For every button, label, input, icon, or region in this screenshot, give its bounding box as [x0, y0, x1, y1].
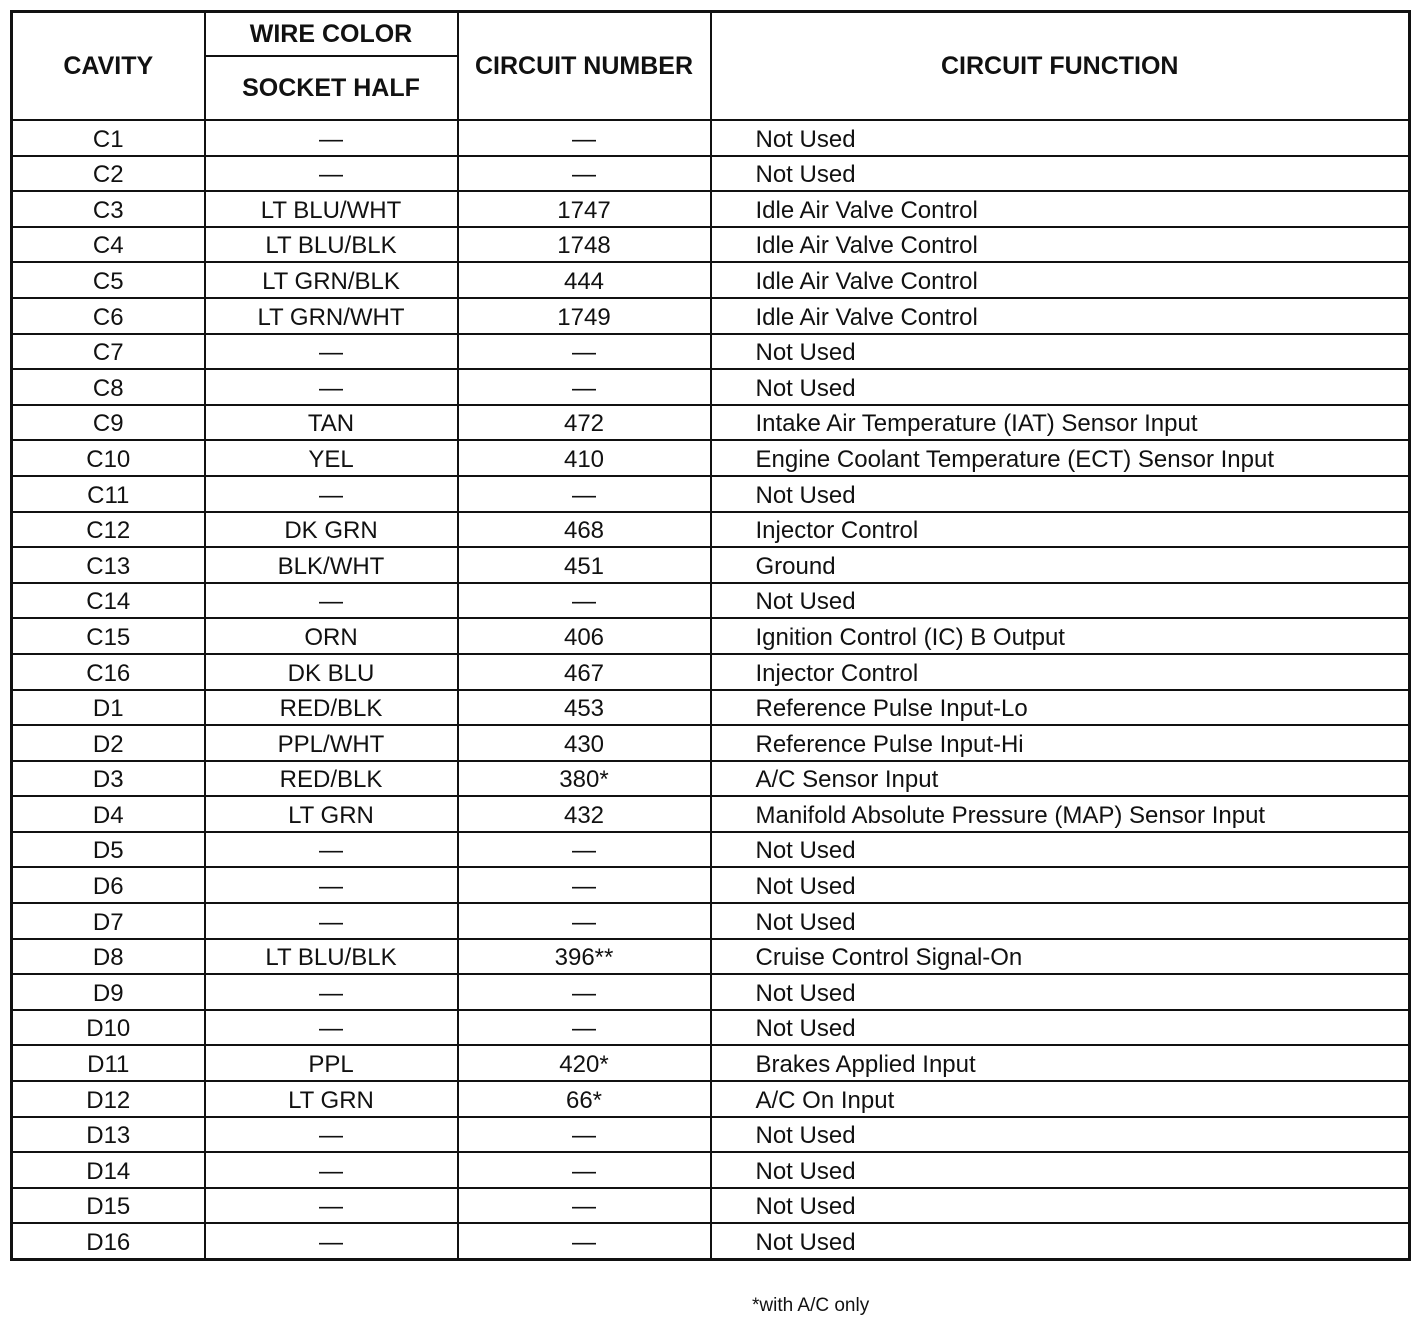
table-row [12, 405, 1410, 441]
wire-color-cell: LT GRN/BLK [205, 262, 458, 298]
circuit-number-cell: — [458, 1188, 711, 1224]
cavity-cell: D10 [12, 1010, 205, 1046]
table-row [12, 262, 1410, 298]
cavity-cell: D11 [12, 1045, 205, 1081]
circuit-function-cell: Reference Pulse Input-Hi [711, 725, 1410, 761]
table-row [12, 583, 1410, 619]
wire-color-cell: LT BLU/BLK [205, 939, 458, 975]
cavity-cell: C3 [12, 191, 205, 227]
wire-color-cell: — [205, 369, 458, 405]
table-row [12, 440, 1410, 476]
circuit-number-cell: — [458, 1223, 711, 1259]
table-row [12, 974, 1410, 1010]
circuit-number-cell: — [458, 1010, 711, 1046]
circuit-number-cell: 444 [458, 262, 711, 298]
table-row [12, 618, 1410, 654]
table-row [12, 1188, 1410, 1224]
circuit-function-cell: Not Used [711, 903, 1410, 939]
cavity-cell: D5 [12, 832, 205, 868]
circuit-number-cell: — [458, 974, 711, 1010]
cavity-cell: D9 [12, 974, 205, 1010]
wire-color-cell: LT BLU/WHT [205, 191, 458, 227]
wire-color-cell: ORN [205, 618, 458, 654]
table-row [12, 1010, 1410, 1046]
wire-color-cell: LT GRN [205, 796, 458, 832]
circuit-function-cell: Injector Control [711, 654, 1410, 690]
circuit-number-cell: 420* [458, 1045, 711, 1081]
circuit-number-cell: 410 [458, 440, 711, 476]
table-row [12, 156, 1410, 192]
table-row [12, 547, 1410, 583]
table-row [12, 369, 1410, 405]
circuit-function-cell: Brakes Applied Input [711, 1045, 1410, 1081]
circuit-function-cell: Engine Coolant Temperature (ECT) Sensor Input [711, 440, 1410, 476]
table-row [12, 725, 1410, 761]
wire-color-cell: RED/BLK [205, 761, 458, 797]
wire-color-cell: LT GRN [205, 1081, 458, 1117]
table-row [12, 512, 1410, 548]
cavity-cell: C1 [12, 120, 205, 156]
cavity-cell: C10 [12, 440, 205, 476]
table-row [12, 832, 1410, 868]
circuit-function-cell: Ground [711, 547, 1410, 583]
circuit-function-cell: Ignition Control (IC) B Output [711, 618, 1410, 654]
circuit-number-cell: 1748 [458, 227, 711, 263]
connector-pinout-table [10, 10, 1411, 1261]
cavity-cell: C8 [12, 369, 205, 405]
table-row [12, 1045, 1410, 1081]
circuit-function-cell: Not Used [711, 120, 1410, 156]
cavity-cell: D16 [12, 1223, 205, 1259]
cavity-cell: D4 [12, 796, 205, 832]
cavity-cell: C5 [12, 262, 205, 298]
wire-color-cell: — [205, 1188, 458, 1224]
circuit-number-cell: 451 [458, 547, 711, 583]
wire-color-cell: PPL/WHT [205, 725, 458, 761]
cavity-cell: D14 [12, 1152, 205, 1188]
circuit-function-cell: Cruise Control Signal-On [711, 939, 1410, 975]
table-row [12, 1223, 1410, 1259]
wire-color-cell: PPL [205, 1045, 458, 1081]
circuit-function-cell: Not Used [711, 476, 1410, 512]
table-row [12, 1117, 1410, 1153]
circuit-number-cell: 1747 [458, 191, 711, 227]
circuit-function-cell: Reference Pulse Input-Lo [711, 690, 1410, 726]
table-row [12, 1081, 1410, 1117]
circuit-number-cell: — [458, 583, 711, 619]
cavity-cell: D3 [12, 761, 205, 797]
circuit-function-cell: A/C Sensor Input [711, 761, 1410, 797]
circuit-function-cell: Idle Air Valve Control [711, 298, 1410, 334]
wire-color-cell: — [205, 120, 458, 156]
wire-color-cell: LT GRN/WHT [205, 298, 458, 334]
cavity-cell: C7 [12, 334, 205, 370]
wire-color-cell: DK GRN [205, 512, 458, 548]
wire-color-cell: DK BLU [205, 654, 458, 690]
circuit-number-cell: — [458, 476, 711, 512]
circuit-number-cell: 380* [458, 761, 711, 797]
circuit-function-cell: Idle Air Valve Control [711, 262, 1410, 298]
wire-color-cell: YEL [205, 440, 458, 476]
circuit-function-cell: Not Used [711, 1188, 1410, 1224]
wire-color-cell: — [205, 1223, 458, 1259]
circuit-number-cell: — [458, 120, 711, 156]
cavity-cell: D2 [12, 725, 205, 761]
circuit-function-cell: Not Used [711, 334, 1410, 370]
table-row [12, 939, 1410, 975]
circuit-function-cell: Not Used [711, 583, 1410, 619]
cavity-cell: C15 [12, 618, 205, 654]
table-row [12, 120, 1410, 156]
circuit-function-cell: Idle Air Valve Control [711, 227, 1410, 263]
cavity-cell: C6 [12, 298, 205, 334]
circuit-number-cell: 1749 [458, 298, 711, 334]
cavity-cell: D15 [12, 1188, 205, 1224]
circuit-function-cell: Not Used [711, 1223, 1410, 1259]
wire-color-cell: — [205, 974, 458, 1010]
circuit-number-cell: — [458, 903, 711, 939]
circuit-number-cell: 432 [458, 796, 711, 832]
wire-color-cell: — [205, 476, 458, 512]
cavity-cell: D12 [12, 1081, 205, 1117]
circuit-function-cell: Not Used [711, 369, 1410, 405]
wire-color-cell: RED/BLK [205, 690, 458, 726]
table-row [12, 690, 1410, 726]
cavity-cell: D13 [12, 1117, 205, 1153]
cavity-cell: D7 [12, 903, 205, 939]
table-row [12, 227, 1410, 263]
circuit-function-cell: Not Used [711, 156, 1410, 192]
circuit-number-cell: — [458, 867, 711, 903]
cavity-cell: D1 [12, 690, 205, 726]
header-wire-color: WIRE COLOR [205, 12, 458, 57]
cavity-cell: D6 [12, 867, 205, 903]
circuit-number-cell: 453 [458, 690, 711, 726]
circuit-function-cell: Not Used [711, 867, 1410, 903]
header-cavity: CAVITY [12, 12, 205, 121]
wire-color-cell: — [205, 1010, 458, 1046]
header-socket-half: SOCKET HALF [205, 56, 458, 120]
wire-color-cell: — [205, 1117, 458, 1153]
circuit-function-cell: Idle Air Valve Control [711, 191, 1410, 227]
cavity-cell: C2 [12, 156, 205, 192]
header-circuit-function: CIRCUIT FUNCTION [711, 12, 1410, 121]
wire-color-cell: — [205, 1152, 458, 1188]
circuit-function-cell: Not Used [711, 832, 1410, 868]
wire-color-cell: — [205, 583, 458, 619]
circuit-function-cell: Manifold Absolute Pressure (MAP) Sensor Input [711, 796, 1410, 832]
circuit-number-cell: 430 [458, 725, 711, 761]
circuit-function-cell: Intake Air Temperature (IAT) Sensor Input [711, 405, 1410, 441]
circuit-function-cell: Not Used [711, 1152, 1410, 1188]
table-row [12, 903, 1410, 939]
circuit-number-cell: — [458, 334, 711, 370]
circuit-number-cell: 472 [458, 405, 711, 441]
circuit-function-cell: Not Used [711, 974, 1410, 1010]
table-row [12, 476, 1410, 512]
circuit-function-cell: Not Used [711, 1117, 1410, 1153]
table-row [12, 761, 1410, 797]
table-row [12, 191, 1410, 227]
circuit-function-cell: Injector Control [711, 512, 1410, 548]
wire-color-cell: — [205, 867, 458, 903]
circuit-number-cell: — [458, 832, 711, 868]
wire-color-cell: BLK/WHT [205, 547, 458, 583]
cavity-cell: C13 [12, 547, 205, 583]
circuit-function-cell: A/C On Input [711, 1081, 1410, 1117]
wire-color-cell: — [205, 903, 458, 939]
cavity-cell: D8 [12, 939, 205, 975]
header-circuit-number: CIRCUIT NUMBER [458, 12, 711, 121]
circuit-number-cell: 468 [458, 512, 711, 548]
table-header [12, 12, 1410, 121]
cavity-cell: C11 [12, 476, 205, 512]
cavity-cell: C12 [12, 512, 205, 548]
table-row [12, 1152, 1410, 1188]
wire-color-cell: LT BLU/BLK [205, 227, 458, 263]
wire-color-cell: — [205, 156, 458, 192]
circuit-number-cell: — [458, 369, 711, 405]
circuit-number-cell: — [458, 1152, 711, 1188]
circuit-function-cell: Not Used [711, 1010, 1410, 1046]
table-body [12, 120, 1410, 1260]
footnote: *with A/C only [752, 1295, 870, 1316]
wire-color-cell: — [205, 832, 458, 868]
circuit-number-cell: 467 [458, 654, 711, 690]
table-row [12, 796, 1410, 832]
circuit-number-cell: — [458, 1117, 711, 1153]
table-row [12, 654, 1410, 690]
circuit-number-cell: — [458, 156, 711, 192]
circuit-number-cell: 396** [458, 939, 711, 975]
cavity-cell: C16 [12, 654, 205, 690]
wire-color-cell: TAN [205, 405, 458, 441]
table-row [12, 334, 1410, 370]
cavity-cell: C4 [12, 227, 205, 263]
cavity-cell: C9 [12, 405, 205, 441]
wire-color-cell: — [205, 334, 458, 370]
circuit-number-cell: 406 [458, 618, 711, 654]
circuit-number-cell: 66* [458, 1081, 711, 1117]
table-row [12, 867, 1410, 903]
header-row-top [12, 12, 1410, 57]
table-row [12, 298, 1410, 334]
cavity-cell: C14 [12, 583, 205, 619]
